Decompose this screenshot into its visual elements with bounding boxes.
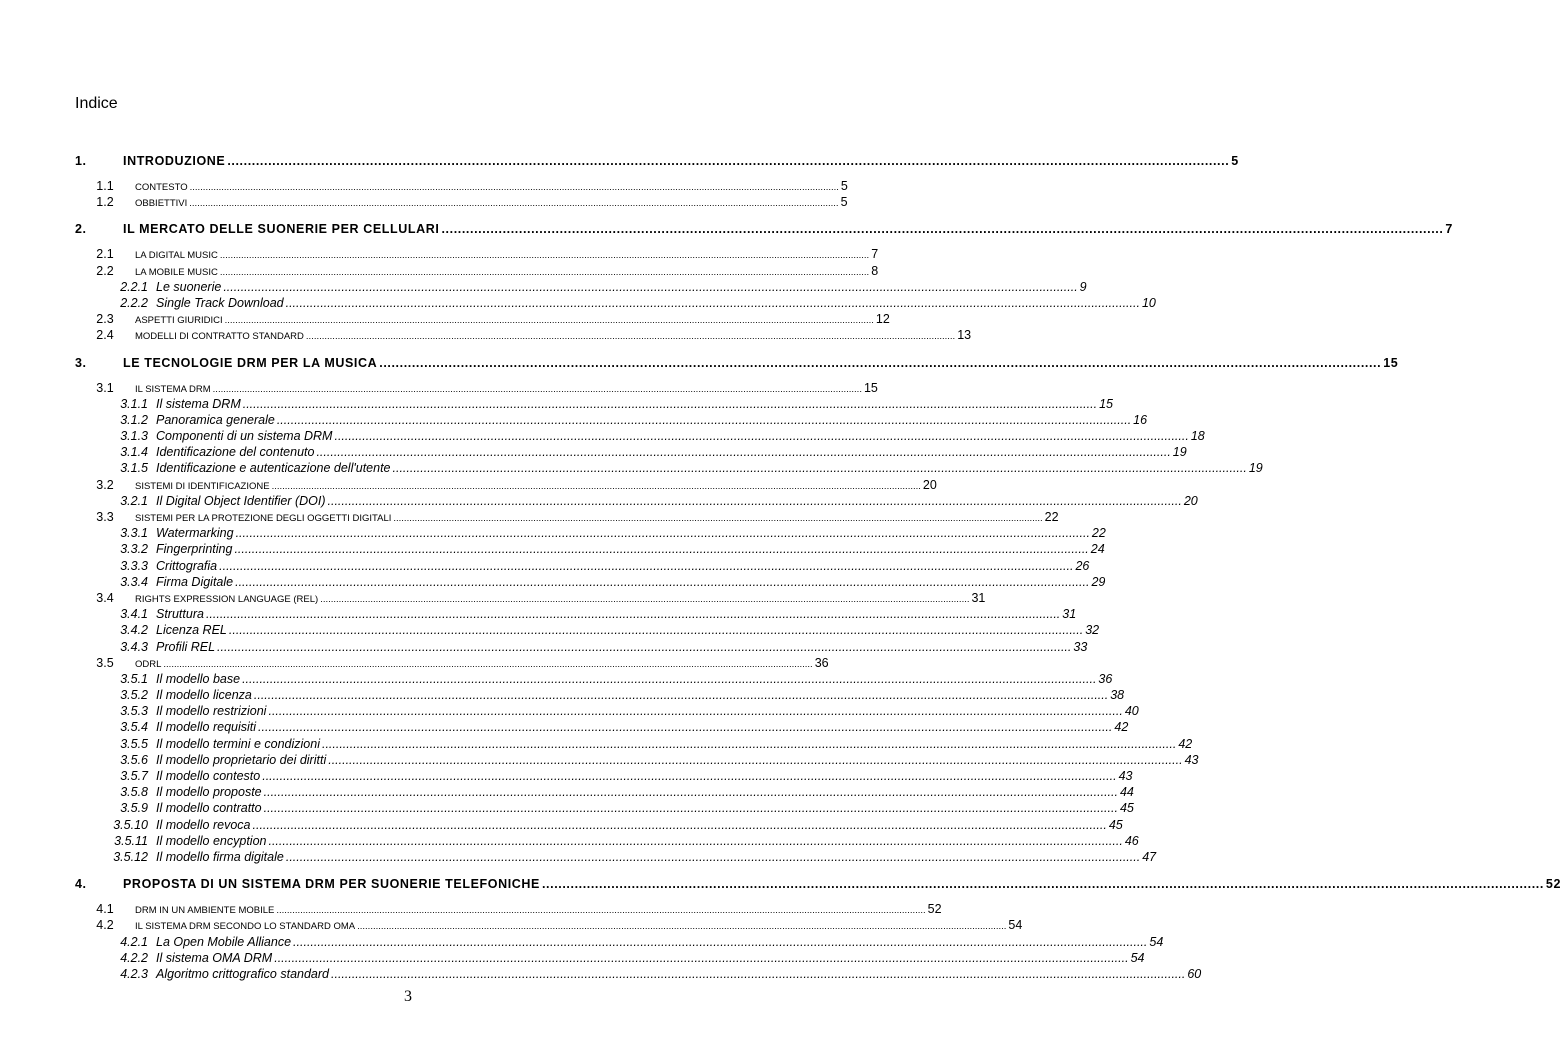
- toc-entry-title: La Open Mobile Alliance: [156, 934, 292, 949]
- toc-entry-number: 4.2.3: [120, 966, 148, 981]
- toc-entry-title: Single Track Download: [156, 295, 284, 310]
- toc-leader-dots: [220, 250, 869, 261]
- toc-entry: [75, 833, 1139, 850]
- toc-entry-title: Il modello firma digitale: [156, 849, 284, 864]
- toc-entry-number: 2.3: [96, 312, 114, 327]
- toc-leader-dots: [225, 315, 874, 326]
- toc-entry-number: 3.5: [96, 655, 114, 670]
- toc-entry: [75, 877, 1561, 900]
- toc-entry-page: 5: [1231, 154, 1239, 168]
- toc-entry-page: 13: [957, 328, 972, 343]
- toc-entry-number: 3.5.6: [120, 752, 148, 767]
- toc-entry-title: Il sistema OMA DRM: [156, 950, 273, 965]
- toc-entry-page: 47: [1142, 849, 1157, 864]
- toc-entry-page: 7: [1445, 222, 1453, 237]
- toc-entry-page: 33: [1073, 639, 1088, 654]
- table-of-contents: [75, 154, 1561, 983]
- toc-leader-dots: [234, 542, 1088, 556]
- toc-entry-title: Firma Digitale: [156, 574, 234, 589]
- toc-leader-dots: [190, 182, 839, 193]
- toc-entry-title: Il modello licenza: [156, 688, 252, 703]
- toc-entry-number: 4.1: [96, 902, 114, 917]
- toc-entry: [75, 445, 1187, 461]
- toc-leader-dots: [236, 526, 1090, 540]
- toc-entry-title: CONTESTO: [135, 182, 188, 193]
- toc-leader-dots: [264, 801, 1118, 815]
- toc-entry-page: 52: [927, 902, 942, 917]
- toc-entry-title: RIGHTS EXPRESSION LANGUAGE (REL): [135, 593, 319, 605]
- toc-leader-dots: [316, 445, 1170, 459]
- toc-entry-number: 3.3.4: [120, 574, 148, 589]
- toc-entry-number: 3.1.4: [120, 445, 148, 460]
- toc-entry-title: Il Digital Object Identifier (DOI): [156, 493, 326, 508]
- toc-leader-dots: [293, 935, 1147, 949]
- toc-entry-page: 46: [1124, 833, 1139, 848]
- toc-entry-page: 54: [1130, 950, 1145, 965]
- toc-entry-number: 1.2: [96, 195, 114, 210]
- toc-entry-title: Il modello requisiti: [156, 720, 257, 735]
- toc-entry-title: Panoramica generale: [156, 412, 275, 427]
- toc-entry-page: 7: [871, 247, 879, 262]
- toc-entry-page: 52: [1545, 877, 1561, 892]
- toc-leader-dots: [213, 384, 862, 395]
- toc-entry-number: 3.3: [96, 510, 114, 524]
- toc-leader-dots: [276, 905, 925, 916]
- toc-entry-title: Il sistema DRM: [156, 396, 241, 411]
- toc-entry-title: ODRL: [135, 658, 162, 670]
- toc-entry-title: Identificazione e autenticazione dell'utente: [156, 461, 391, 476]
- toc-entry-title: Algoritmo crittografico standard: [156, 966, 329, 981]
- toc-entry: [75, 429, 1205, 445]
- toc-leader-dots: [286, 296, 1140, 310]
- toc-entry-number: 3.3.3: [120, 558, 148, 573]
- toc-entry-number: 4.: [75, 877, 87, 892]
- toc-entry: [75, 902, 942, 918]
- toc-entry-page: 60: [1187, 966, 1202, 981]
- toc-entry-number: 3.1: [96, 380, 114, 395]
- toc-entry-page: 31: [971, 590, 986, 605]
- toc-entry-page: 24: [1090, 542, 1105, 557]
- toc-entry-number: 3.5.9: [120, 801, 148, 816]
- toc-entry-page: 19: [1248, 461, 1263, 476]
- toc-entry-number: 2.2: [96, 263, 114, 278]
- toc-entry: [75, 263, 879, 280]
- toc-entry-number: 3.4: [96, 590, 114, 605]
- toc-leader-dots: [219, 559, 1073, 573]
- toc-entry-page: 45: [1119, 801, 1134, 816]
- toc-entry: [75, 295, 1156, 312]
- toc-entry: [75, 918, 1023, 934]
- toc-entry: [75, 222, 1453, 245]
- toc-entry-number: 2.: [75, 222, 87, 237]
- toc-entry: [75, 950, 1145, 967]
- toc-entry-page: 54: [1008, 918, 1023, 933]
- toc-entry-number: 3.5.10: [113, 817, 148, 832]
- toc-entry-page: 36: [814, 655, 829, 670]
- toc-entry-number: 3.: [75, 355, 87, 370]
- toc-entry: [75, 380, 878, 397]
- toc-entry: [75, 179, 848, 195]
- toc-leader-dots: [223, 280, 1077, 294]
- toc-entry-page: 32: [1085, 623, 1100, 638]
- toc-leader-dots: [268, 704, 1122, 718]
- toc-entry-title: IL SISTEMA DRM SECONDO LO STANDARD OMA: [135, 921, 356, 933]
- toc-entry: [75, 154, 1239, 177]
- toc-leader-dots: [217, 640, 1071, 654]
- toc-entry-page: 54: [1149, 934, 1164, 949]
- toc-leader-dots: [206, 607, 1060, 621]
- toc-leader-dots: [320, 594, 969, 605]
- toc-entry-title: LE TECNOLOGIE DRM PER LA MUSICA: [123, 355, 378, 370]
- toc-entry-page: 44: [1119, 785, 1134, 800]
- toc-entry-page: 8: [871, 263, 879, 278]
- toc-leader-dots: [334, 429, 1188, 443]
- toc-entry-number: 3.1.5: [120, 461, 148, 476]
- toc-leader-dots: [189, 198, 838, 209]
- toc-entry: [75, 736, 1193, 753]
- toc-entry-page: 15: [1383, 355, 1399, 370]
- toc-entry: [75, 247, 879, 263]
- toc-leader-dots: [306, 331, 955, 342]
- toc-entry-page: 45: [1108, 817, 1123, 832]
- toc-entry-page: 22: [1044, 510, 1059, 524]
- toc-entry-number: 3.1.1: [120, 396, 148, 411]
- toc-entry-title: SISTEMI DI IDENTIFICAZIONE: [135, 480, 270, 492]
- toc-entry-number: 3.5.3: [120, 704, 148, 719]
- toc-entry-number: 1.: [75, 154, 87, 168]
- toc-entry-number: 2.1: [96, 247, 114, 262]
- toc-entry-title: IL MERCATO DELLE SUONERIE PER CELLULARI: [123, 222, 440, 237]
- toc-leader-dots: [441, 222, 1443, 236]
- toc-entry: [75, 396, 1113, 413]
- toc-entry: [75, 195, 848, 211]
- toc-entry-title: OBBIETTIVI: [135, 198, 188, 210]
- toc-leader-dots: [328, 494, 1182, 508]
- toc-entry-page: 9: [1079, 279, 1087, 294]
- toc-entry: [75, 623, 1100, 639]
- toc-entry: [75, 769, 1133, 785]
- toc-entry: [75, 934, 1164, 951]
- toc-entry-number: 2.2.1: [120, 279, 148, 294]
- toc-entry: [75, 279, 1087, 296]
- toc-entry-page: 43: [1184, 752, 1199, 767]
- toc-entry-number: 3.5.1: [120, 671, 148, 686]
- toc-entry-title: Il modello encyption: [156, 833, 267, 848]
- toc-leader-dots: [220, 267, 869, 278]
- toc-entry-title: INTRODUZIONE: [123, 154, 226, 168]
- toc-leader-dots: [229, 623, 1083, 637]
- toc-entry-page: 16: [1133, 412, 1148, 427]
- toc-entry-title: Il modello proprietario dei diritti: [156, 752, 327, 767]
- toc-entry-title: Il modello proposte: [156, 785, 262, 800]
- toc-entry-title: MODELLI DI CONTRATTO STANDARD: [135, 331, 304, 343]
- toc-leader-dots: [328, 753, 1182, 767]
- toc-entry-title: Il modello base: [156, 671, 241, 686]
- toc-entry: [75, 477, 937, 494]
- toc-entry-title: Il modello restrizioni: [156, 704, 267, 719]
- toc-entry-page: 12: [875, 312, 890, 327]
- toc-entry: [75, 461, 1263, 477]
- toc-entry-title: Il modello termini e condizioni: [156, 736, 320, 751]
- toc-entry-title: Componenti di un sistema DRM: [156, 429, 333, 444]
- toc-entry-number: 3.5.2: [120, 688, 148, 703]
- toc-entry-page: 15: [863, 380, 878, 395]
- toc-entry: [75, 607, 1077, 623]
- toc-entry-number: 4.2: [96, 918, 114, 933]
- toc-entry-page: 5: [840, 195, 848, 210]
- toc-entry: [75, 720, 1129, 736]
- toc-leader-dots: [357, 921, 1006, 932]
- toc-entry-number: 4.2.2: [120, 950, 148, 965]
- toc-entry-title: Fingerprinting: [156, 542, 233, 557]
- toc-leader-dots: [277, 413, 1131, 427]
- toc-entry-number: 3.5.7: [120, 769, 148, 783]
- toc-leader-dots: [258, 720, 1112, 734]
- toc-entry-title: PROPOSTA DI UN SISTEMA DRM PER SUONERIE TELEFONICHE: [123, 877, 540, 892]
- toc-entry-title: Il modello contratto: [156, 801, 262, 816]
- toc-leader-dots: [242, 672, 1096, 686]
- toc-entry: [75, 752, 1199, 769]
- toc-leader-dots: [286, 850, 1140, 864]
- toc-entry-title: Identificazione del contenuto: [156, 445, 315, 460]
- toc-entry: [75, 966, 1202, 983]
- toc-entry-page: 26: [1075, 558, 1090, 573]
- toc-leader-dots: [393, 513, 1042, 524]
- toc-entry-title: Struttura: [156, 607, 204, 622]
- toc-entry-number: 3.5.11: [114, 833, 148, 848]
- toc-leader-dots: [268, 834, 1122, 848]
- toc-entry-title: Il modello revoca: [156, 817, 251, 832]
- toc-entry-title: DRM IN UN AMBIENTE MOBILE: [135, 905, 275, 917]
- toc-entry-number: 3.4.1: [120, 607, 148, 622]
- toc-entry-page: 42: [1114, 720, 1129, 735]
- toc-entry-number: 3.5.5: [120, 736, 148, 751]
- toc-entry: [75, 328, 972, 344]
- toc-entry-number: 2.4: [96, 328, 114, 343]
- toc-entry-title: LA MOBILE MUSIC: [135, 266, 218, 278]
- toc-leader-dots: [331, 967, 1185, 981]
- page-number: 3: [404, 988, 412, 1005]
- toc-entry-number: 3.5.12: [113, 849, 148, 864]
- toc-entry-number: 3.4.3: [120, 639, 148, 654]
- toc-leader-dots: [542, 877, 1544, 891]
- toc-entry: [75, 704, 1139, 720]
- toc-entry: [75, 688, 1125, 704]
- toc-entry-title: ASPETTI GIURIDICI: [135, 315, 223, 327]
- toc-entry: [75, 355, 1399, 379]
- toc-entry-number: 3.5.4: [120, 720, 148, 735]
- toc-leader-dots: [264, 785, 1118, 799]
- toc-entry: [75, 542, 1105, 558]
- toc-entry-title: LA DIGITAL MUSIC: [135, 250, 218, 262]
- toc-leader-dots: [272, 481, 921, 492]
- toc-entry: [75, 526, 1106, 542]
- toc-entry-title: Il modello contesto: [156, 769, 261, 783]
- toc-entry: [75, 639, 1088, 656]
- toc-entry: [75, 785, 1134, 801]
- toc-entry-page: 36: [1098, 671, 1113, 686]
- toc-entry: [75, 849, 1157, 866]
- toc-entry: [75, 655, 829, 672]
- toc-entry-number: 1.1: [96, 179, 114, 193]
- toc-entry-number: 3.3.1: [120, 526, 148, 541]
- toc-entry: [75, 590, 986, 607]
- toc-entry-page: 42: [1178, 736, 1193, 751]
- toc-entry: [75, 574, 1106, 591]
- toc-entry-page: 19: [1172, 445, 1187, 460]
- toc-leader-dots: [163, 659, 812, 670]
- toc-entry-page: 29: [1091, 574, 1106, 589]
- toc-entry-title: IL SISTEMA DRM: [135, 383, 211, 395]
- toc-entry: [75, 671, 1113, 688]
- toc-entry-number: 3.2: [96, 477, 114, 492]
- toc-leader-dots: [227, 154, 1229, 168]
- toc-leader-dots: [322, 737, 1176, 751]
- toc-leader-dots: [262, 769, 1116, 783]
- toc-entry-page: 15: [1099, 396, 1113, 411]
- toc-entry-page: 5: [840, 179, 848, 193]
- toc-entry-number: 2.2.2: [120, 295, 148, 310]
- toc-leader-dots: [379, 356, 1381, 370]
- toc-entry-title: Crittografia: [156, 558, 218, 573]
- toc-entry: [75, 801, 1134, 817]
- toc-leader-dots: [253, 818, 1107, 832]
- toc-entry-number: 3.2.1: [120, 493, 148, 508]
- toc-entry-number: 3.4.2: [120, 623, 148, 638]
- toc-entry: [75, 412, 1148, 429]
- toc-entry-page: 31: [1062, 607, 1077, 622]
- toc-entry-page: 43: [1118, 769, 1133, 783]
- toc-entry-title: Le suonerie: [156, 279, 222, 294]
- toc-entry-title: Profili REL: [156, 639, 216, 654]
- toc-entry-page: 22: [1091, 526, 1106, 541]
- toc-entry-page: 40: [1124, 704, 1139, 719]
- toc-entry: [75, 312, 890, 328]
- toc-leader-dots: [274, 951, 1128, 965]
- toc-leader-dots: [393, 461, 1247, 475]
- page-title: Indice: [75, 95, 118, 112]
- toc-entry-title: SISTEMI PER LA PROTEZIONE DEGLI OGGETTI DIGITALI: [135, 513, 392, 524]
- toc-entry-title: Licenza REL: [156, 623, 227, 638]
- toc-entry-title: Watermarking: [156, 526, 234, 541]
- toc-entry-number: 3.1.2: [120, 412, 148, 427]
- toc-entry-number: 3.1.3: [120, 429, 148, 444]
- toc-entry: [75, 493, 1198, 510]
- toc-leader-dots: [254, 688, 1108, 702]
- toc-entry: [75, 510, 1059, 526]
- toc-entry-number: 3.5.8: [120, 785, 148, 800]
- toc-entry-page: 20: [1183, 493, 1198, 508]
- toc-entry-page: 18: [1190, 429, 1205, 444]
- toc-entry-page: 38: [1110, 688, 1125, 703]
- toc-entry-page: 20: [922, 477, 937, 492]
- toc-leader-dots: [243, 397, 1097, 411]
- toc-entry-number: 4.2.1: [120, 934, 148, 949]
- toc-entry: [75, 817, 1123, 834]
- toc-entry-number: 3.3.2: [120, 542, 148, 557]
- toc-entry-page: 10: [1141, 295, 1156, 310]
- toc-entry: [75, 558, 1090, 575]
- toc-leader-dots: [235, 575, 1089, 589]
